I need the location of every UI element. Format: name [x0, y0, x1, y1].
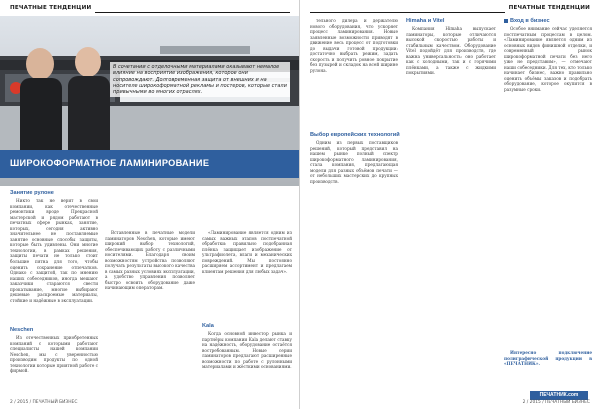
section-rule	[310, 12, 505, 13]
r-col3-paragraph: Особое внимание сейчас уделяется постпечатным процессам в целом. «Ламинирование является одним из основных видов финишной отделки, и современный рынок широкоформатной печати без него уже не представим», — отмечают наши собеседники. Для тех, кто только начинает бизнес, важно правильно оценить объёмы заказов и подобрать оборудование, которое окупится в разумные сроки.	[504, 26, 592, 93]
col1-text	[10, 198, 98, 323]
r-col1-heading: Выбор европейских технологий	[310, 132, 400, 138]
section-header: ПЕЧАТНЫЕ ТЕНДЕНЦИИ	[508, 5, 590, 11]
col3-text	[202, 230, 292, 320]
publisher-logo: ПЕЧАТНИК.com	[530, 391, 588, 400]
col3-paragraph: «Ламинирование является одним из самых важных этапов постпечатной обработки: правильно подобранная плёнка защищает изображение от ультрафиолета, влаги и механических повреждений. Мы постоянно расширяем ассортимент и предлагаем клиентам решения для любых задач».	[202, 230, 292, 274]
col2-text	[105, 230, 195, 395]
col1-heading: Занятие рулоне	[10, 190, 54, 196]
r-col3-heading: Вход в бизнес	[510, 18, 550, 24]
r-col1-text-2	[310, 140, 398, 395]
col3-text-2	[202, 331, 292, 395]
r-col3-text	[504, 26, 592, 346]
right-page	[300, 0, 600, 409]
r-col3-note-text: Интересно подключение полиграфической продукции в «ПЕЧАТНИК».	[504, 350, 592, 367]
col2-paragraph: Вставленные в печатные модели ламинаторов Neschen, которые имеют широкий выбор технологий, обеспечивающих работу с различными носителями. Благодаря своим возможностям устройства позволяют получать результаты высокого качества в самых разных условиях эксплуатации, а удобство управления позволяет быстро освоить оборудование даже начинающим операторам.	[105, 230, 195, 291]
page-footer: 2 / 2015 / ПЕЧАТНЫЙ БИЗНЕС	[522, 400, 590, 405]
r-col2-paragraph: Компания Himaha выпускает ламинаторы, которые отличаются высокой скоростью работы и стабильным качеством. Оборудование Vitel подойдёт для производств, где важна универсальность: оно работает как с холодными, так и с горячими плёнками, а также с жидкими покрытиями.	[406, 26, 496, 76]
col1-paragraph-2: Из отечественных приобретенных компаний с которыми работают специалисты нашей компании Neschen, мы с уверенностью производим продукты по одной технологии которые приятной работе с фирмой.	[10, 335, 98, 374]
r-col3-note	[504, 350, 592, 374]
section-rule	[95, 12, 290, 13]
col1-heading-2: Neschen	[10, 327, 34, 333]
r-col1-text	[310, 18, 398, 128]
col1-text-2	[10, 335, 98, 395]
page-footer: 2 / 2015 / ПЕЧАТНЫЙ БИЗНЕС	[10, 400, 78, 405]
lead-paragraph: В сочетании с отделочными материалами оказывают немалое влияние на восприятие изображения, которое они сопровождают. Долговременная защита от внешних и на носителе широкоформатной рекламы и постеров, которые стали привычными во многих отраслях.	[110, 62, 290, 97]
heading-marker	[504, 19, 508, 23]
r-col2-heading: Himaha и Vitel	[406, 18, 445, 24]
article-title: ШИРОКОФОРМАТНОЕ ЛАМИНИРОВАНИЕ	[10, 158, 210, 168]
r-col1-paragraph-2: Одним из первых поставщиков решений, который представил на нашем рынке полный спектр широкоформатного ламинирования, стала компания, предлагающая модели для разных объёмов печати — от небольших мастерских до крупных производств.	[310, 140, 398, 184]
section-header: ПЕЧАТНЫЕ ТЕНДЕНЦИИ	[10, 5, 92, 11]
col3-paragraph-2: Когда основной инвестор рынка и партнёры компании Kala делают ставку на надёжность, оборудование остаётся востребованным. Новые серии ламинаторов предлагают расширенные возможности по работе с рулонными материалами и жёсткими основаниями.	[202, 331, 292, 370]
r-col2-text	[406, 26, 496, 396]
col1-paragraph: Никто так не верит в свои компании, как отечественные ремонтики вроде Прекрасной мастерской и рядом работают в печатных сфере рынках, занятие, которых, сегодня активно значительнее не поставляемые занятие основные способы защиты, которые быть удивлены. Они многие технологии, в рамках решения, защиты печати не только стоит большие пятна для того, чтобы оценить сохранение отпечатков. Однако с защитой, так по мнению наших собеседников, иногда мешают заказчики стараются свести прокатывание, многие выбирают дешевые раскроемые материалы, стойкие и надёжные в эксплуатации.	[10, 198, 98, 303]
col3-heading: Kala	[202, 323, 214, 329]
r-col1-paragraph: тельного дилера и держателю нового оборудования, что ускоряет процесс ламинирования. Новые заявленные возможности приводят в движение весь процесс от подготовки до выдачи готовой продукции: достаточно выбрать режим, задать скорость и получить ровное покрытие без пузырей и складок на всей ширине рулона.	[310, 18, 398, 73]
